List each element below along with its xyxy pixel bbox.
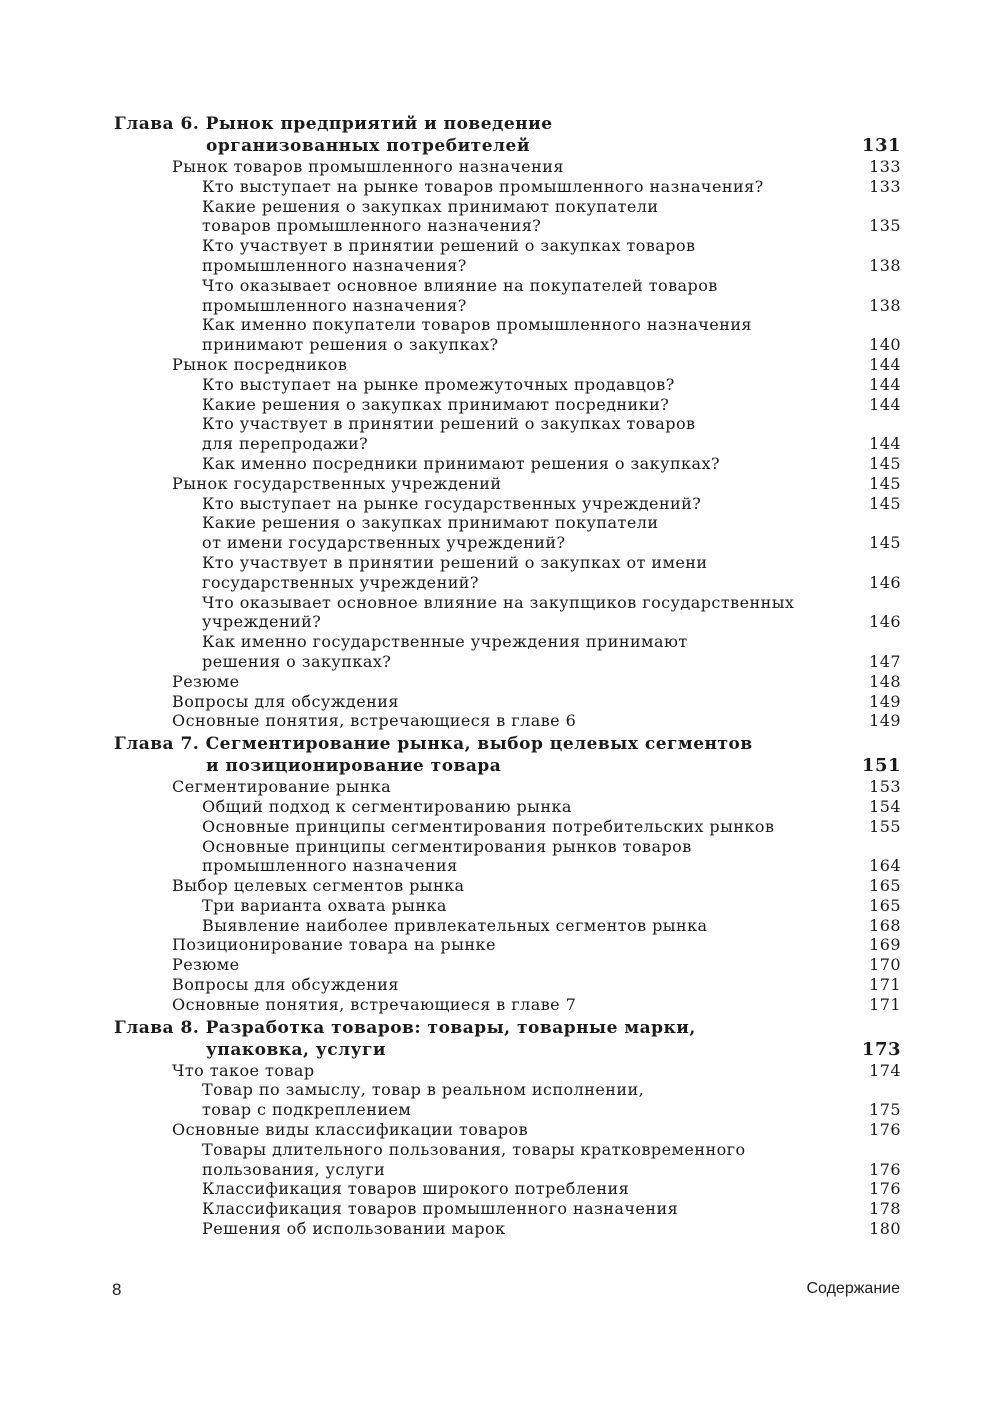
toc-subsection-entry	[114, 315, 901, 355]
toc-entry-title-line: Кто выступает на рынке промежуточных продавцов?	[202, 374, 675, 394]
toc-entry-title-line: Решения об использовании марок	[202, 1219, 506, 1239]
toc-entry-title-line: Кто участвует в принятии решений о закупках товаров	[202, 414, 696, 434]
toc-page-number: 171	[869, 975, 901, 995]
toc-page-number: 144	[869, 434, 901, 454]
toc-chapter-entry	[114, 1017, 901, 1061]
toc-subsection-entry	[114, 797, 901, 817]
toc-entry-title-line: Кто участвует в принятии решений о закупках товаров	[202, 236, 696, 256]
toc-entry-title-line: промышленного назначения	[202, 856, 458, 876]
toc-page-number: 175	[869, 1100, 901, 1120]
toc-page-number: 145	[869, 453, 901, 473]
toc-subsection-entry	[114, 236, 901, 276]
toc-page-number: 153	[869, 777, 901, 797]
toc-section-entry	[114, 692, 901, 712]
toc-entry-title-line: Какие решения о закупках принимают посредники?	[202, 394, 670, 414]
toc-page-number: 140	[869, 335, 901, 355]
toc-subsection-entry	[114, 553, 901, 593]
toc-entry-title-line: Как именно покупатели товаров промышленного назначения	[202, 315, 752, 335]
toc-entry-title-line: Основные принципы сегментирования рынков товаров	[202, 836, 692, 856]
toc-section-entry	[114, 935, 901, 955]
toc-subsection-entry	[114, 494, 901, 514]
toc-entry-title-line: Глава 6. Рынок предприятий и поведение	[114, 114, 553, 134]
toc-entry-title-line: решения о закупках?	[202, 651, 392, 671]
toc-entry-title-line: Основные понятия, встречающиеся в главе 7	[172, 994, 577, 1014]
toc-section-entry	[114, 777, 901, 797]
toc-entry-title-line: промышленного назначения?	[202, 255, 467, 275]
toc-section-entry	[114, 355, 901, 375]
toc-entry-title-line: Вопросы для обсуждения	[172, 691, 399, 711]
toc-entry-title-line: Как именно государственные учреждения принимают	[202, 632, 688, 652]
toc-subsection-entry	[114, 454, 901, 474]
toc-page-number: 174	[869, 1060, 901, 1080]
toc-entry-title-line: Кто участвует в принятии решений о закупках от имени	[202, 552, 708, 572]
toc-entry-title-line: Товары длительного пользования, товары кратковременного	[202, 1139, 746, 1159]
toc-entry-title-line: для перепродажи?	[202, 434, 369, 454]
toc-page-number: 145	[869, 493, 901, 513]
toc-entry-title-line: организованных потребителей	[206, 136, 530, 156]
toc-page-number: 133	[869, 157, 901, 176]
toc-page-number: 169	[869, 935, 901, 955]
toc-section-entry	[114, 876, 901, 896]
toc-subsection-entry	[114, 1199, 901, 1219]
toc-page-number: 145	[869, 473, 901, 493]
toc-page-number: 144	[869, 394, 901, 414]
toc-entry-title-line: Позиционирование товара на рынке	[172, 935, 496, 955]
toc-entry-title-line: Рынок товаров промышленного назначения	[172, 157, 564, 176]
toc-page-number: 147	[869, 651, 901, 671]
toc-subsection-entry	[114, 414, 901, 454]
toc-subsection-entry	[114, 395, 901, 415]
toc-section-entry	[114, 995, 901, 1015]
toc-subsection-entry	[114, 375, 901, 395]
toc-chapter-entry	[114, 113, 901, 157]
toc-entry-title-line: Сегментирование рынка	[172, 777, 392, 797]
toc-page-number: 173	[861, 1038, 901, 1060]
toc-page-number: 144	[869, 354, 901, 374]
toc-entry-title-line: Кто выступает на рынке товаров промышленного назначения?	[202, 176, 764, 196]
toc-subsection-entry	[114, 1219, 901, 1239]
toc-entry-title-line: Какие решения о закупках принимают покупатели	[202, 196, 659, 216]
toc-subsection-entry	[114, 1179, 901, 1199]
toc-section-entry	[114, 955, 901, 975]
toc-page-number: 149	[869, 691, 901, 711]
toc-entry-title-line: пользования, услуги	[202, 1159, 386, 1179]
toc-entry-title-line: Какие решения о закупках принимают покупатели	[202, 513, 659, 533]
toc-entry-title-line: Кто выступает на рынке государственных учреждений?	[202, 493, 702, 513]
toc-subsection-entry	[114, 896, 901, 916]
toc-entry-title-line: товаров промышленного назначения?	[202, 216, 542, 236]
toc-section-entry	[114, 672, 901, 692]
toc-section-entry	[114, 975, 901, 995]
toc-entry-title-line: учреждений?	[202, 612, 322, 632]
toc-entry-title-line: Как именно посредники принимают решения о закупках?	[202, 453, 720, 473]
toc-page-number: 176	[869, 1159, 901, 1179]
toc-entry-title-line: Основные принципы сегментирования потребительских рынков	[202, 816, 775, 836]
toc-page-number: 133	[869, 176, 901, 196]
toc-subsection-entry	[114, 197, 901, 237]
toc-subsection-entry	[114, 593, 901, 633]
toc-chapter-entry	[114, 733, 901, 777]
toc-entry-title-line: товар с подкреплением	[202, 1100, 412, 1120]
toc-subsection-entry	[114, 276, 901, 316]
toc-entry-title-line: Три варианта охвата рынка	[202, 895, 447, 915]
toc-entry-title-line: от имени государственных учреждений?	[202, 533, 566, 553]
toc-page-number: 165	[869, 876, 901, 896]
running-footer-title: Содержание	[806, 1280, 900, 1297]
toc-entry-title-line: принимают решения о закупках?	[202, 335, 499, 355]
toc-entry-title-line: Рынок государственных учреждений	[172, 473, 502, 493]
toc-entry-title-line: и позиционирование товара	[206, 756, 502, 777]
toc-page-number: 180	[869, 1219, 901, 1239]
toc-entry-title-line: Рынок посредников	[172, 354, 348, 374]
toc-page-number: 131	[861, 135, 901, 156]
toc-page-number: 149	[869, 711, 901, 731]
toc-subsection-entry	[114, 513, 901, 553]
toc-subsection-entry	[114, 837, 901, 877]
toc-subsection-entry	[114, 632, 901, 672]
toc-subsection-entry	[114, 817, 901, 837]
toc-page-number: 135	[869, 216, 901, 236]
toc-subsection-entry	[114, 1080, 901, 1120]
toc-entry-title-line: Что оказывает основное влияние на покупателей товаров	[202, 275, 718, 295]
toc-page-number: 146	[869, 572, 901, 592]
toc-page-number: 164	[869, 856, 901, 876]
toc-section-entry	[114, 1061, 901, 1081]
page-footer	[112, 1280, 900, 1304]
toc-entry-title-line: Основные понятия, встречающиеся в главе 6	[172, 711, 577, 731]
toc-entry-title-line: Вопросы для обсуждения	[172, 975, 399, 995]
toc-page-number: 176	[869, 1179, 901, 1199]
toc-page-number: 176	[869, 1120, 901, 1140]
toc-entry-title-line: Выбор целевых сегментов рынка	[172, 876, 465, 896]
toc-entry-title-line: Выявление наиболее привлекательных сегментов рынка	[202, 915, 708, 935]
toc-page-number: 145	[869, 533, 901, 553]
toc-entry-title-line: государственных учреждений?	[202, 572, 479, 592]
toc-section-entry	[114, 474, 901, 494]
toc-page-number: 171	[869, 994, 901, 1014]
toc-page-number: 165	[869, 895, 901, 915]
toc-page-number: 170	[869, 955, 901, 975]
toc-entry-title-line: промышленного назначения?	[202, 295, 467, 315]
toc-entry-title-line: упаковка, услуги	[206, 1039, 387, 1060]
page-number: 8	[112, 1280, 122, 1299]
toc-page-number: 138	[869, 295, 901, 315]
toc-entry-title-line: Что оказывает основное влияние на закупщиков государственных	[202, 592, 795, 612]
toc-page-number: 138	[869, 255, 901, 275]
toc-entry-title-line: Глава 8. Разработка товаров: товары, товарные марки,	[114, 1017, 696, 1038]
toc-entry-title-line: Резюме	[172, 955, 240, 975]
toc-entry-title-line: Что такое товар	[172, 1060, 315, 1080]
toc-page-number: 168	[869, 915, 901, 935]
toc-page-number: 155	[869, 816, 901, 836]
toc-section-entry	[114, 1120, 901, 1140]
toc-entry-title-line: Товар по замыслу, товар в реальном исполнении,	[202, 1080, 645, 1100]
toc-subsection-entry	[114, 177, 901, 197]
toc-page-number: 151	[861, 755, 901, 777]
toc-entry-title-line: Классификация товаров широкого потребления	[202, 1179, 630, 1199]
toc-section-entry	[114, 157, 901, 177]
table-of-contents	[114, 111, 901, 1239]
toc-subsection-entry	[114, 1140, 901, 1180]
toc-entry-title-line: Основные виды классификации товаров	[172, 1120, 529, 1140]
toc-subsection-entry	[114, 916, 901, 936]
toc-page-number: 148	[869, 671, 901, 691]
toc-page-number: 144	[869, 374, 901, 394]
toc-page-number: 178	[869, 1199, 901, 1219]
toc-entry-title-line: Глава 7. Сегментирование рынка, выбор целевых сегментов	[114, 734, 753, 755]
toc-page-number: 146	[869, 612, 901, 632]
toc-section-entry	[114, 711, 901, 731]
toc-page-number: 154	[869, 796, 901, 816]
toc-entry-title-line: Общий подход к сегментированию рынка	[202, 796, 572, 816]
toc-entry-title-line: Резюме	[172, 671, 240, 691]
toc-entry-title-line: Классификация товаров промышленного назначения	[202, 1199, 679, 1219]
